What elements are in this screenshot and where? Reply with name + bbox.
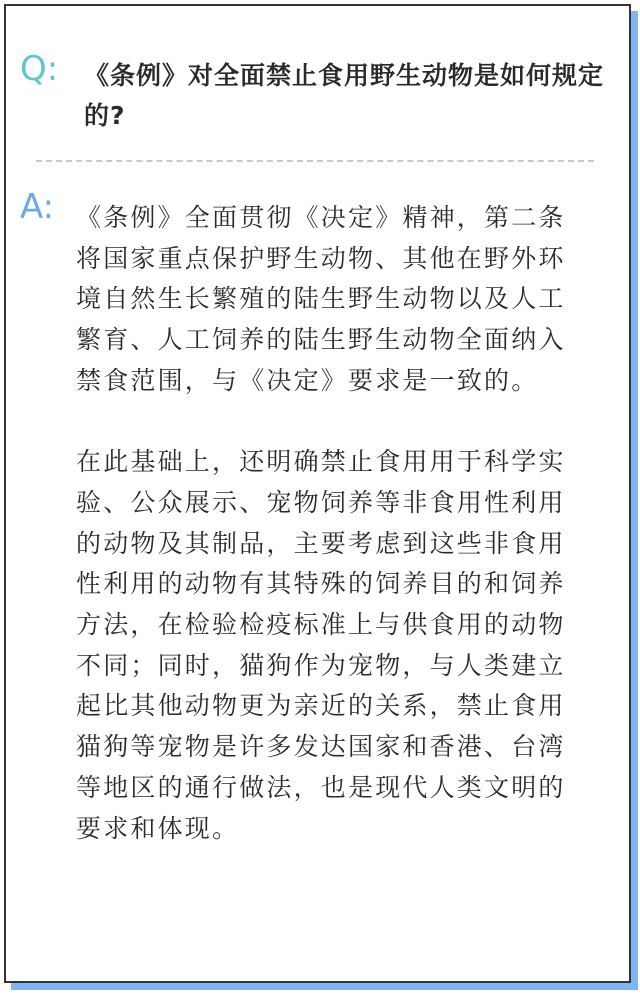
question-label: Q:	[20, 49, 59, 89]
answer-paragraph-2: 在此基础上，还明确禁止食用用于科学实 验、公众展示、宠物饲养等非食用性利用 的动物及其制品，主要考虑到这些非食用 性利用的动物有其特殊的饲养目的和饲养 方法，在检验检疫标准上与供食用的动物 不同；同时，猫狗作为宠物，与人类建立 起比其他动物更为亲近的关系，禁止食用 猫狗等宠物是许多发达国家和香港、台湾 等地区的通行做法，也是现代人类文明的 要求和体现。	[76, 447, 566, 843]
answer-body	[76, 198, 611, 849]
answer-paragraph-1: 《条例》全面贯彻《决定》精神，第二条 将国家重点保护野生动物、其他在野外环 境自然生长繁殖的陆生野生动物以及人工 繁育、人工饲养的陆生野生动物全面纳入 禁食范围，与《决定》要求是一致的。	[76, 203, 566, 395]
dashed-divider	[36, 160, 594, 162]
qa-card	[4, 4, 631, 983]
question-text: 《条例》对全面禁止食用野生动物是如何规定的?	[84, 61, 605, 130]
answer-label: A:	[20, 187, 55, 227]
